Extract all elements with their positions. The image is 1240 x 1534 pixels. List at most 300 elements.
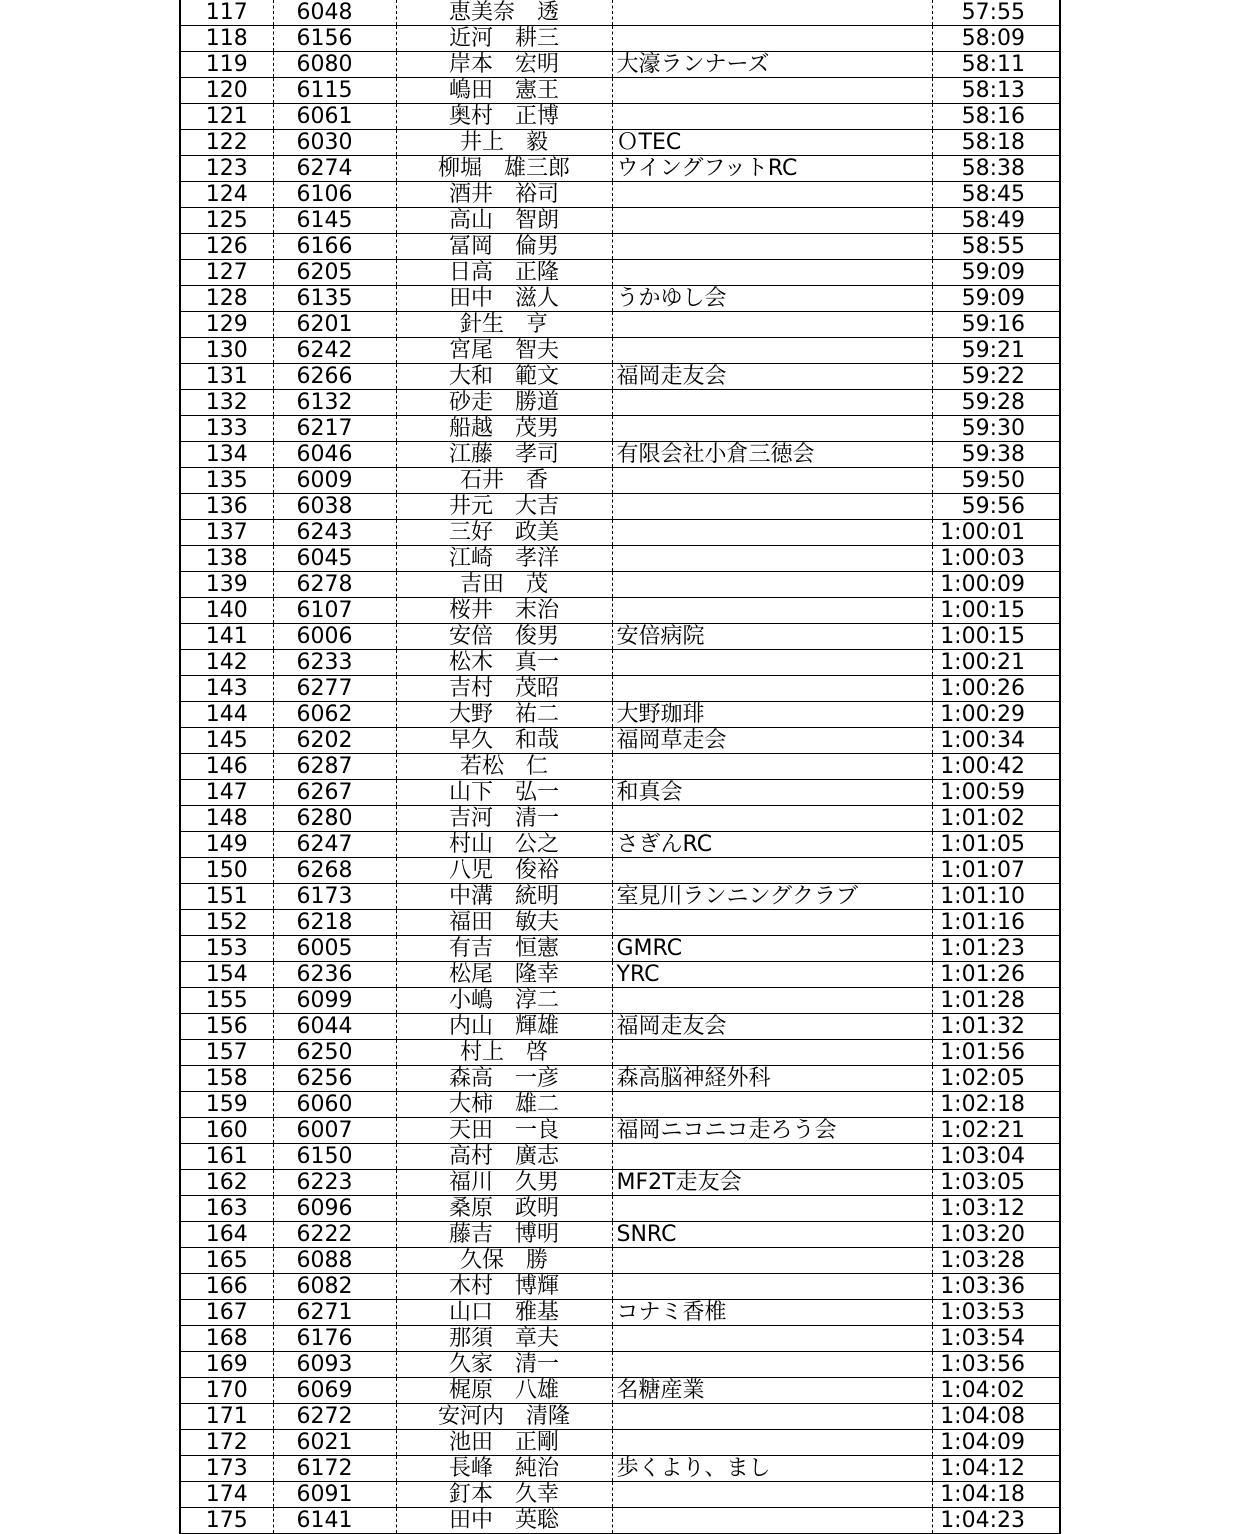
- bib-number-cell: 6115: [273, 78, 396, 104]
- team-name-cell: [612, 1430, 932, 1456]
- table-row: [180, 598, 1060, 624]
- rank-cell: 153: [180, 936, 273, 962]
- table-row: [180, 1066, 1060, 1092]
- bib-number-cell: 6060: [273, 1092, 396, 1118]
- rank-cell: 134: [180, 442, 273, 468]
- table-row: [180, 676, 1060, 702]
- table-row: [180, 390, 1060, 416]
- rank-cell: 151: [180, 884, 273, 910]
- rank-cell: 138: [180, 546, 273, 572]
- bib-number-cell: 6061: [273, 104, 396, 130]
- team-name-cell: [612, 390, 932, 416]
- rank-cell: 166: [180, 1274, 273, 1300]
- runner-name-cell: 長峰 純治: [396, 1456, 612, 1482]
- team-name-cell: [612, 676, 932, 702]
- table-row: [180, 1404, 1060, 1430]
- runner-name-cell: 酒井 裕司: [396, 182, 612, 208]
- bib-number-cell: 6007: [273, 1118, 396, 1144]
- table-row: [180, 1196, 1060, 1222]
- table-row: [180, 1014, 1060, 1040]
- rank-cell: 147: [180, 780, 273, 806]
- table-row: [180, 520, 1060, 546]
- finish-time-cell: 1:00:09: [932, 572, 1060, 598]
- finish-time-cell: 1:03:53: [932, 1300, 1060, 1326]
- table-row: [180, 702, 1060, 728]
- runner-name-cell: 桑原 政明: [396, 1196, 612, 1222]
- table-row: [180, 338, 1060, 364]
- runner-name-cell: 柳堀 雄三郎: [396, 156, 612, 182]
- table-row: [180, 728, 1060, 754]
- rank-cell: 146: [180, 754, 273, 780]
- team-name-cell: [612, 1248, 932, 1274]
- team-name-cell: YRC: [612, 962, 932, 988]
- bib-number-cell: 6176: [273, 1326, 396, 1352]
- rank-cell: 142: [180, 650, 273, 676]
- team-name-cell: [612, 1482, 932, 1508]
- bib-number-cell: 6156: [273, 26, 396, 52]
- finish-time-cell: 1:04:08: [932, 1404, 1060, 1430]
- team-name-cell: [612, 468, 932, 494]
- rank-cell: 126: [180, 234, 273, 260]
- bib-number-cell: 6202: [273, 728, 396, 754]
- bib-number-cell: 6150: [273, 1144, 396, 1170]
- table-row: [180, 1248, 1060, 1274]
- finish-time-cell: 58:18: [932, 130, 1060, 156]
- bib-number-cell: 6266: [273, 364, 396, 390]
- table-row: [180, 572, 1060, 598]
- rank-cell: 120: [180, 78, 273, 104]
- finish-time-cell: 58:13: [932, 78, 1060, 104]
- finish-time-cell: 1:00:03: [932, 546, 1060, 572]
- table-row: [180, 1092, 1060, 1118]
- bib-number-cell: 6082: [273, 1274, 396, 1300]
- finish-time-cell: 1:02:21: [932, 1118, 1060, 1144]
- runner-name-cell: 山下 弘一: [396, 780, 612, 806]
- runner-name-cell: 久家 清一: [396, 1352, 612, 1378]
- finish-time-cell: 59:09: [932, 260, 1060, 286]
- rank-cell: 127: [180, 260, 273, 286]
- finish-time-cell: 1:00:59: [932, 780, 1060, 806]
- team-name-cell: [612, 312, 932, 338]
- table-row: [180, 468, 1060, 494]
- team-name-cell: MF2T走友会: [612, 1170, 932, 1196]
- rank-cell: 130: [180, 338, 273, 364]
- finish-time-cell: 1:04:23: [932, 1508, 1060, 1534]
- team-name-cell: [612, 26, 932, 52]
- bib-number-cell: 6271: [273, 1300, 396, 1326]
- finish-time-cell: 1:01:10: [932, 884, 1060, 910]
- rank-cell: 161: [180, 1144, 273, 1170]
- team-name-cell: [612, 78, 932, 104]
- bib-number-cell: 6080: [273, 52, 396, 78]
- team-name-cell: [612, 1404, 932, 1430]
- table-row: [180, 858, 1060, 884]
- bib-number-cell: 6044: [273, 1014, 396, 1040]
- finish-time-cell: 59:38: [932, 442, 1060, 468]
- runner-name-cell: 八児 俊裕: [396, 858, 612, 884]
- rank-cell: 123: [180, 156, 273, 182]
- rank-cell: 167: [180, 1300, 273, 1326]
- bib-number-cell: 6048: [273, 0, 396, 26]
- finish-time-cell: 59:56: [932, 494, 1060, 520]
- finish-time-cell: 58:49: [932, 208, 1060, 234]
- finish-time-cell: 1:00:01: [932, 520, 1060, 546]
- finish-time-cell: 1:04:02: [932, 1378, 1060, 1404]
- table-row: [180, 1326, 1060, 1352]
- table-row: [180, 884, 1060, 910]
- table-row: [180, 1456, 1060, 1482]
- table-row: [180, 1040, 1060, 1066]
- rank-cell: 156: [180, 1014, 273, 1040]
- runner-name-cell: 梶原 八雄: [396, 1378, 612, 1404]
- runner-name-cell: 有吉 恒憲: [396, 936, 612, 962]
- team-name-cell: 大濠ランナーズ: [612, 52, 932, 78]
- runner-name-cell: 吉田 茂: [396, 572, 612, 598]
- table-row: [180, 1300, 1060, 1326]
- runner-name-cell: 久保 勝: [396, 1248, 612, 1274]
- runner-name-cell: 森高 一彦: [396, 1066, 612, 1092]
- bib-number-cell: 6217: [273, 416, 396, 442]
- bib-number-cell: 6205: [273, 260, 396, 286]
- finish-time-cell: 1:03:28: [932, 1248, 1060, 1274]
- results-table: [179, 0, 1061, 1534]
- rank-cell: 119: [180, 52, 273, 78]
- runner-name-cell: 藤吉 博明: [396, 1222, 612, 1248]
- table-row: [180, 182, 1060, 208]
- runner-name-cell: 安倍 俊男: [396, 624, 612, 650]
- bib-number-cell: 6091: [273, 1482, 396, 1508]
- bib-number-cell: 6141: [273, 1508, 396, 1534]
- finish-time-cell: 1:04:18: [932, 1482, 1060, 1508]
- runner-name-cell: 福川 久男: [396, 1170, 612, 1196]
- table-row: [180, 1378, 1060, 1404]
- runner-name-cell: 小嶋 淳二: [396, 988, 612, 1014]
- finish-time-cell: 1:00:34: [932, 728, 1060, 754]
- bib-number-cell: 6243: [273, 520, 396, 546]
- bib-number-cell: 6173: [273, 884, 396, 910]
- finish-time-cell: 58:55: [932, 234, 1060, 260]
- team-name-cell: [612, 1092, 932, 1118]
- runner-name-cell: 高山 智朗: [396, 208, 612, 234]
- team-name-cell: 安倍病院: [612, 624, 932, 650]
- runner-name-cell: 那須 章夫: [396, 1326, 612, 1352]
- runner-name-cell: 大野 祐二: [396, 702, 612, 728]
- rank-cell: 157: [180, 1040, 273, 1066]
- runner-name-cell: 吉河 清一: [396, 806, 612, 832]
- runner-name-cell: 山口 雅基: [396, 1300, 612, 1326]
- team-name-cell: 和真会: [612, 780, 932, 806]
- finish-time-cell: 59:30: [932, 416, 1060, 442]
- rank-cell: 162: [180, 1170, 273, 1196]
- rank-cell: 121: [180, 104, 273, 130]
- bib-number-cell: 6278: [273, 572, 396, 598]
- bib-number-cell: 6099: [273, 988, 396, 1014]
- finish-time-cell: 1:00:29: [932, 702, 1060, 728]
- rank-cell: 159: [180, 1092, 273, 1118]
- finish-time-cell: 1:00:21: [932, 650, 1060, 676]
- bib-number-cell: 6267: [273, 780, 396, 806]
- table-row: [180, 0, 1060, 26]
- team-name-cell: [612, 598, 932, 624]
- table-row: [180, 1430, 1060, 1456]
- table-row: [180, 1170, 1060, 1196]
- rank-cell: 131: [180, 364, 273, 390]
- table-row: [180, 962, 1060, 988]
- table-row: [180, 832, 1060, 858]
- table-row: [180, 910, 1060, 936]
- rank-cell: 125: [180, 208, 273, 234]
- finish-time-cell: 1:03:20: [932, 1222, 1060, 1248]
- runner-name-cell: 松木 真一: [396, 650, 612, 676]
- rank-cell: 117: [180, 0, 273, 26]
- bib-number-cell: 6236: [273, 962, 396, 988]
- finish-time-cell: 1:04:09: [932, 1430, 1060, 1456]
- team-name-cell: [612, 910, 932, 936]
- table-row: [180, 130, 1060, 156]
- finish-time-cell: 1:01:26: [932, 962, 1060, 988]
- table-row: [180, 1144, 1060, 1170]
- results-body: [180, 0, 1060, 1534]
- finish-time-cell: 58:09: [932, 26, 1060, 52]
- runner-name-cell: 井上 毅: [396, 130, 612, 156]
- bib-number-cell: 6038: [273, 494, 396, 520]
- rank-cell: 128: [180, 286, 273, 312]
- team-name-cell: 名糖産業: [612, 1378, 932, 1404]
- bib-number-cell: 6088: [273, 1248, 396, 1274]
- finish-time-cell: 58:16: [932, 104, 1060, 130]
- runner-name-cell: 福田 敏夫: [396, 910, 612, 936]
- rank-cell: 175: [180, 1508, 273, 1534]
- team-name-cell: [612, 1326, 932, 1352]
- table-row: [180, 416, 1060, 442]
- runner-name-cell: 針生 亨: [396, 312, 612, 338]
- team-name-cell: ウイングフットRC: [612, 156, 932, 182]
- rank-cell: 154: [180, 962, 273, 988]
- runner-name-cell: 冨岡 倫男: [396, 234, 612, 260]
- bib-number-cell: 6166: [273, 234, 396, 260]
- runner-name-cell: 村上 啓: [396, 1040, 612, 1066]
- table-row: [180, 1118, 1060, 1144]
- runner-name-cell: 井元 大吉: [396, 494, 612, 520]
- finish-time-cell: 1:04:12: [932, 1456, 1060, 1482]
- bib-number-cell: 6233: [273, 650, 396, 676]
- runner-name-cell: 若松 仁: [396, 754, 612, 780]
- team-name-cell: [612, 806, 932, 832]
- rank-cell: 160: [180, 1118, 273, 1144]
- bib-number-cell: 6222: [273, 1222, 396, 1248]
- table-row: [180, 78, 1060, 104]
- bib-number-cell: 6135: [273, 286, 396, 312]
- bib-number-cell: 6268: [273, 858, 396, 884]
- rank-cell: 172: [180, 1430, 273, 1456]
- finish-time-cell: 59:22: [932, 364, 1060, 390]
- finish-time-cell: 59:16: [932, 312, 1060, 338]
- table-row: [180, 104, 1060, 130]
- table-row: [180, 806, 1060, 832]
- rank-cell: 149: [180, 832, 273, 858]
- table-row: [180, 546, 1060, 572]
- bib-number-cell: 6145: [273, 208, 396, 234]
- runner-name-cell: 岸本 宏明: [396, 52, 612, 78]
- runner-name-cell: 船越 茂男: [396, 416, 612, 442]
- team-name-cell: 福岡草走会: [612, 728, 932, 754]
- table-row: [180, 364, 1060, 390]
- team-name-cell: [612, 0, 932, 26]
- runner-name-cell: 嶋田 憲王: [396, 78, 612, 104]
- runner-name-cell: 松尾 隆幸: [396, 962, 612, 988]
- team-name-cell: [612, 1274, 932, 1300]
- table-row: [180, 1274, 1060, 1300]
- rank-cell: 135: [180, 468, 273, 494]
- finish-time-cell: 1:02:05: [932, 1066, 1060, 1092]
- bib-number-cell: 6218: [273, 910, 396, 936]
- table-row: [180, 494, 1060, 520]
- finish-time-cell: 1:00:42: [932, 754, 1060, 780]
- team-name-cell: コナミ香椎: [612, 1300, 932, 1326]
- team-name-cell: [612, 988, 932, 1014]
- table-row: [180, 1482, 1060, 1508]
- bib-number-cell: 6201: [273, 312, 396, 338]
- runner-name-cell: 早久 和哉: [396, 728, 612, 754]
- team-name-cell: [612, 1144, 932, 1170]
- rank-cell: 140: [180, 598, 273, 624]
- table-row: [180, 260, 1060, 286]
- bib-number-cell: 6107: [273, 598, 396, 624]
- runner-name-cell: 中溝 統明: [396, 884, 612, 910]
- runner-name-cell: 木村 博輝: [396, 1274, 612, 1300]
- rank-cell: 143: [180, 676, 273, 702]
- runner-name-cell: 池田 正剛: [396, 1430, 612, 1456]
- team-name-cell: 室見川ランニングクラブ: [612, 884, 932, 910]
- table-row: [180, 936, 1060, 962]
- finish-time-cell: 59:09: [932, 286, 1060, 312]
- bib-number-cell: 6046: [273, 442, 396, 468]
- finish-time-cell: 1:03:36: [932, 1274, 1060, 1300]
- finish-time-cell: 58:38: [932, 156, 1060, 182]
- finish-time-cell: 1:01:07: [932, 858, 1060, 884]
- bib-number-cell: 6274: [273, 156, 396, 182]
- runner-name-cell: 日高 正隆: [396, 260, 612, 286]
- runner-name-cell: 江崎 孝洋: [396, 546, 612, 572]
- table-row: [180, 780, 1060, 806]
- runner-name-cell: 桜井 末治: [396, 598, 612, 624]
- finish-time-cell: 58:45: [932, 182, 1060, 208]
- finish-time-cell: 1:01:28: [932, 988, 1060, 1014]
- rank-cell: 163: [180, 1196, 273, 1222]
- bib-number-cell: 6006: [273, 624, 396, 650]
- runner-name-cell: 内山 輝雄: [396, 1014, 612, 1040]
- finish-time-cell: 1:00:15: [932, 598, 1060, 624]
- finish-time-cell: 59:21: [932, 338, 1060, 364]
- team-name-cell: 有限会社小倉三徳会: [612, 442, 932, 468]
- team-name-cell: [612, 494, 932, 520]
- runner-name-cell: 江藤 孝司: [396, 442, 612, 468]
- rank-cell: 158: [180, 1066, 273, 1092]
- bib-number-cell: 6172: [273, 1456, 396, 1482]
- team-name-cell: GMRC: [612, 936, 932, 962]
- rank-cell: 165: [180, 1248, 273, 1274]
- finish-time-cell: 1:01:02: [932, 806, 1060, 832]
- finish-time-cell: 1:03:12: [932, 1196, 1060, 1222]
- rank-cell: 144: [180, 702, 273, 728]
- table-row: [180, 26, 1060, 52]
- team-name-cell: うかゆし会: [612, 286, 932, 312]
- team-name-cell: 福岡走友会: [612, 1014, 932, 1040]
- finish-time-cell: 59:50: [932, 468, 1060, 494]
- table-row: [180, 234, 1060, 260]
- team-name-cell: [612, 338, 932, 364]
- bib-number-cell: 6223: [273, 1170, 396, 1196]
- table-row: [180, 1352, 1060, 1378]
- rank-cell: 164: [180, 1222, 273, 1248]
- bib-number-cell: 6045: [273, 546, 396, 572]
- table-row: [180, 624, 1060, 650]
- bib-number-cell: 6287: [273, 754, 396, 780]
- table-row: [180, 442, 1060, 468]
- table-row: [180, 1222, 1060, 1248]
- rank-cell: 168: [180, 1326, 273, 1352]
- finish-time-cell: 1:01:16: [932, 910, 1060, 936]
- finish-time-cell: 1:03:04: [932, 1144, 1060, 1170]
- table-row: [180, 650, 1060, 676]
- runner-name-cell: 田中 滋人: [396, 286, 612, 312]
- rank-cell: 145: [180, 728, 273, 754]
- bib-number-cell: 6132: [273, 390, 396, 416]
- finish-time-cell: 59:28: [932, 390, 1060, 416]
- bib-number-cell: 6256: [273, 1066, 396, 1092]
- table-row: [180, 1508, 1060, 1534]
- rank-cell: 132: [180, 390, 273, 416]
- team-name-cell: [612, 858, 932, 884]
- runner-name-cell: 高村 廣志: [396, 1144, 612, 1170]
- team-name-cell: [612, 572, 932, 598]
- bib-number-cell: 6069: [273, 1378, 396, 1404]
- team-name-cell: [612, 104, 932, 130]
- table-row: [180, 754, 1060, 780]
- table-row: [180, 208, 1060, 234]
- runner-name-cell: 奥村 正博: [396, 104, 612, 130]
- team-name-cell: [612, 1352, 932, 1378]
- rank-cell: 148: [180, 806, 273, 832]
- rank-cell: 155: [180, 988, 273, 1014]
- team-name-cell: [612, 182, 932, 208]
- rank-cell: 171: [180, 1404, 273, 1430]
- team-name-cell: 森高脳神経外科: [612, 1066, 932, 1092]
- rank-cell: 152: [180, 910, 273, 936]
- runner-name-cell: 吉村 茂昭: [396, 676, 612, 702]
- finish-time-cell: 57:55: [932, 0, 1060, 26]
- team-name-cell: 歩くより、まし: [612, 1456, 932, 1482]
- bib-number-cell: 6272: [273, 1404, 396, 1430]
- bib-number-cell: 6280: [273, 806, 396, 832]
- runner-name-cell: 田中 英聡: [396, 1508, 612, 1534]
- rank-cell: 174: [180, 1482, 273, 1508]
- finish-time-cell: 1:00:15: [932, 624, 1060, 650]
- bib-number-cell: 6096: [273, 1196, 396, 1222]
- team-name-cell: さぎんRC: [612, 832, 932, 858]
- bib-number-cell: 6009: [273, 468, 396, 494]
- bib-number-cell: 6093: [273, 1352, 396, 1378]
- finish-time-cell: 1:01:23: [932, 936, 1060, 962]
- team-name-cell: ＯTEC: [612, 130, 932, 156]
- team-name-cell: 福岡走友会: [612, 364, 932, 390]
- bib-number-cell: 6247: [273, 832, 396, 858]
- team-name-cell: SNRC: [612, 1222, 932, 1248]
- rank-cell: 173: [180, 1456, 273, 1482]
- team-name-cell: [612, 1196, 932, 1222]
- rank-cell: 150: [180, 858, 273, 884]
- bib-number-cell: 6005: [273, 936, 396, 962]
